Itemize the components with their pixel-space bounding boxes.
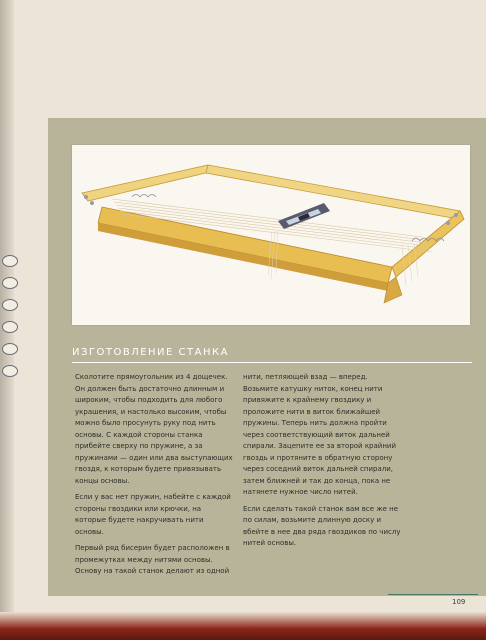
book-cover-edge bbox=[0, 612, 486, 640]
spiral-binding bbox=[0, 255, 22, 385]
paragraph: Если у вас нет пружин, набейте с каждой стороны гвоздики или крючки, на которые будете накручивать нити основы. bbox=[75, 493, 231, 536]
paragraph: нити, петляющей взад — вперед. Возьмите катушку ниток, конец нити привяжите к крайнему гвоздику и проложите нити в виток ближайшей пружины. Теперь нить должна пройти через соответствующий виток дальней спирали. Зацепите ее за второй крайний гвоздь и протяните в обратную сторону через соседний виток дальней спирали, затем ближней и так до конца, пока не натянете нужное число нитей. bbox=[243, 373, 397, 496]
text-column-left bbox=[75, 372, 233, 583]
loom-illustration bbox=[72, 145, 470, 325]
heading-divider bbox=[72, 362, 472, 363]
footer-rule bbox=[388, 594, 478, 595]
paragraph: Сколотите прямоугольник из 4 дощечек. Он должен быть достаточно длинным и широким, чтобы подходить для любого украшения, и настолько высоким, чтобы можно было просунуть руку под нить основы. С каждой стороны станка прибейте сверху по пружине, а за пружинами — один или два выступающих гвоздя, к которым будете привязывать концы основы. bbox=[75, 373, 233, 485]
section-heading: ИЗГОТОВЛЕНИЕ СТАНКА bbox=[72, 347, 229, 358]
loom-photo bbox=[72, 145, 470, 325]
paragraph: Если сделать такой станок вам все же не по силам, возьмите длинную доску и вбейте в нее два ряда гвоздиков по числу нитей основы. bbox=[243, 504, 401, 547]
text-column-right bbox=[243, 372, 401, 555]
page-number: 109 bbox=[452, 598, 466, 606]
paragraph: Первый ряд бисерин будет расположен в промежутках между нитями основы. Основу на такой станок делают из одной bbox=[75, 544, 230, 575]
